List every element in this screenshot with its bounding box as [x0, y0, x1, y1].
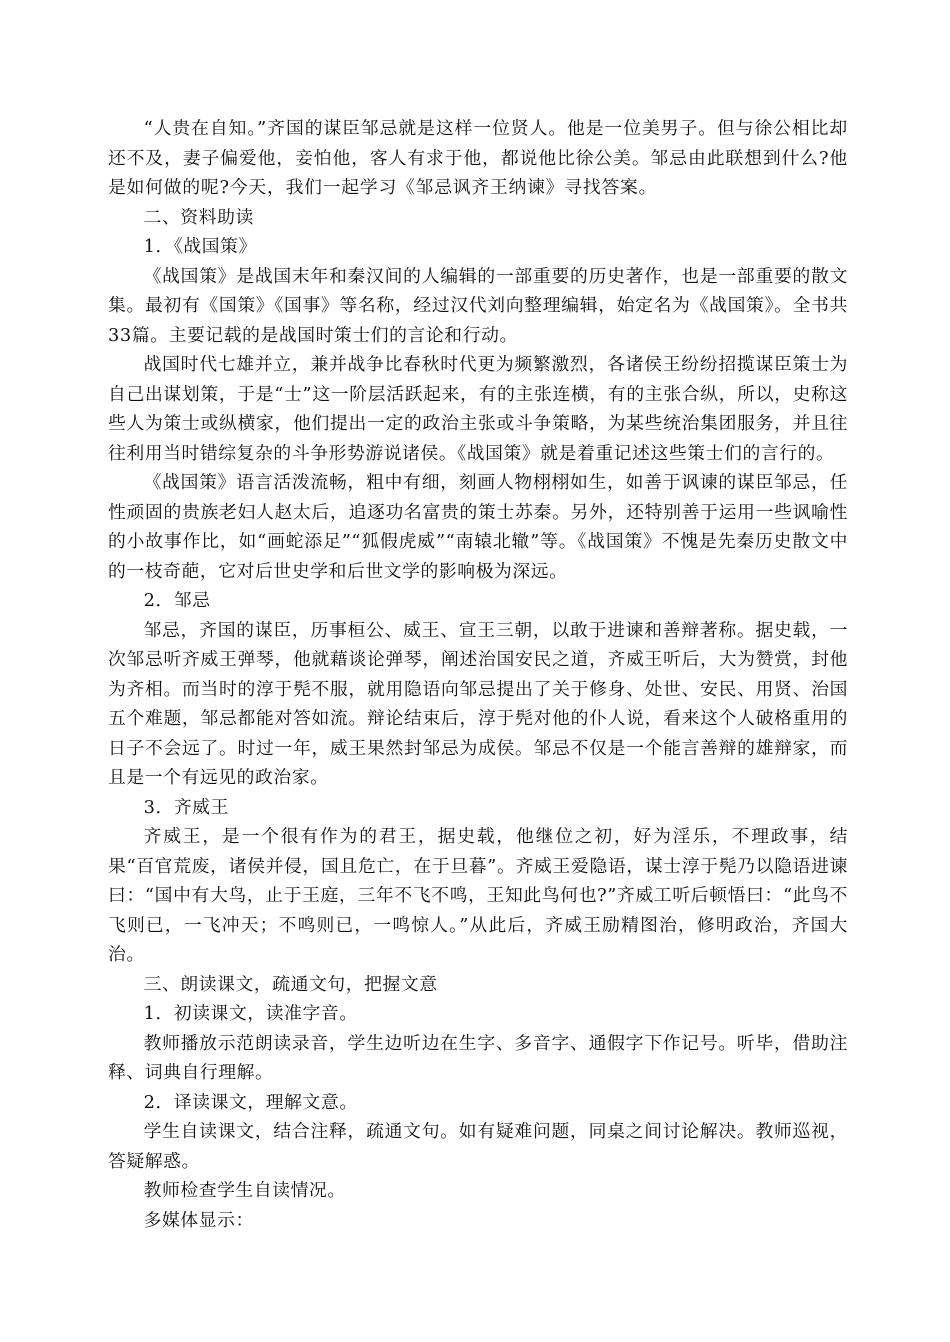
paragraph-zhanguoce-intro: 《战国策》是战国末年和秦汉间的人编辑的一部重要的历史著作，也是一部重要的散文集。最初有《国策》《国事》等名称，经过汉代刘向整理编辑，始定名为《战国策》。全书共33篇。主要记载的是战国时策士们的言论和行动。	[108, 265, 848, 346]
document-body	[108, 114, 848, 1235]
paragraph-zhanguoce-language: 《战国策》语言活泼流畅，粗中有细，刻画人物栩栩如生，如善于讽谏的谋臣邹忌，任性顽固的贵族老妇人赵太后，追逐功名富贵的策士苏秦。另外，还特别善于运用一些讽喻性的小故事作比，如“画蛇添足”“狐假虎威”“南辕北辙”等。《战国策》不愧是先秦历史散文中的一枝奇葩，它对后世史学和后世文学的影响极为深远。	[108, 472, 848, 582]
paragraph-multimedia: 多媒体显示：	[143, 1209, 254, 1231]
subheading-zhanguoce: 1．《战国策》	[143, 236, 257, 257]
section-heading-reading: 三、朗读课文，疏通文句，把握文意	[143, 973, 438, 995]
subheading-qi-weiwang: 3．齐威王	[143, 796, 230, 818]
step-first-reading: 1．初读课文，读准字音。	[143, 1003, 358, 1024]
paragraph-teacher-recording: 教师播放示范朗读录音，学生边听边在生字、多音字、通假字下作记号。听毕，借助注释、词典自行理解。	[108, 1032, 848, 1083]
section-heading-reading-aid: 二、资料助读	[143, 206, 254, 228]
paragraph-self-study: 学生自读课文，结合注释，疏通文句。如有疑难问题，同桌之间讨论解决。教师巡视，答疑解惑。	[108, 1121, 848, 1172]
paragraph-zouji: 邹忌，齐国的谋臣，历事桓公、威王、宣王三朝，以敢于进谏和善辩著称。据史载，一次邹忌听齐威王弹琴，他就藉谈论弹琴，阐述治国安民之道，齐威王听后，大为赞赏，封他为齐相。而当时的淳于髡不服，就用隐语向邹忌提出了关于修身、处世、安民、用贤、治国五个难题，邹忌都能对答如流。辩论结束后，淳于髡对他的仆人说，看来这个人破格重用的日子不会远了。时过一年，威王果然封邹忌为成侯。邹忌不仅是一个能言善辩的雄辩家，而且是一个有远见的政治家。	[108, 619, 848, 788]
paragraph-warring-states: 战国时代七雄并立，兼并战争比春秋时代更为频繁激烈，各诸侯王纷纷招揽谋臣策士为自己出谋划策，于是“士”这一阶层活跃起来，有的主张连横，有的主张合纵，所以，史称这些人为策士或纵横家，他们提出一定的政治主张或斗争策略，为某些统治集团服务，并且往往利用当时错综复杂的斗争形势游说诸侯。《战国策》就是着重记述这些策士们的言行的。	[108, 354, 848, 464]
step-translation-reading: 2．译读课文，理解文意。	[143, 1091, 358, 1113]
intro-paragraph: “人贵在自知。”齐国的谋臣邹忌就是这样一位贤人。他是一位美男子。但与徐公相比却还不及，妻子偏爱他，妾怕他，客人有求于他，都说他比徐公美。邹忌由此联想到什么?他是如何做的呢?今天，我们一起学习《邹忌讽齐王纳谏》寻找答案。	[108, 118, 848, 198]
subheading-zouji: 2．邹忌	[143, 590, 211, 611]
paragraph-teacher-check: 教师检查学生自读情况。	[143, 1180, 346, 1201]
paragraph-qi-weiwang: 齐威王，是一个很有作为的君王，据史载，他继位之初，好为淫乐，不理政事，结果“百官荒废，诸侯并侵，国且危亡，在于旦暮”。齐威王爱隐语，谋士淳于髡乃以隐语进谏曰：“国中有大鸟，止于王庭，三年不飞不鸣，王知此鸟何也?”齐威工听后顿悟曰：“此鸟不飞则已，一飞冲天；不鸣则已，一鸣惊人。”从此后，齐威王励精图治，修明政治，齐国大治。	[108, 826, 848, 965]
